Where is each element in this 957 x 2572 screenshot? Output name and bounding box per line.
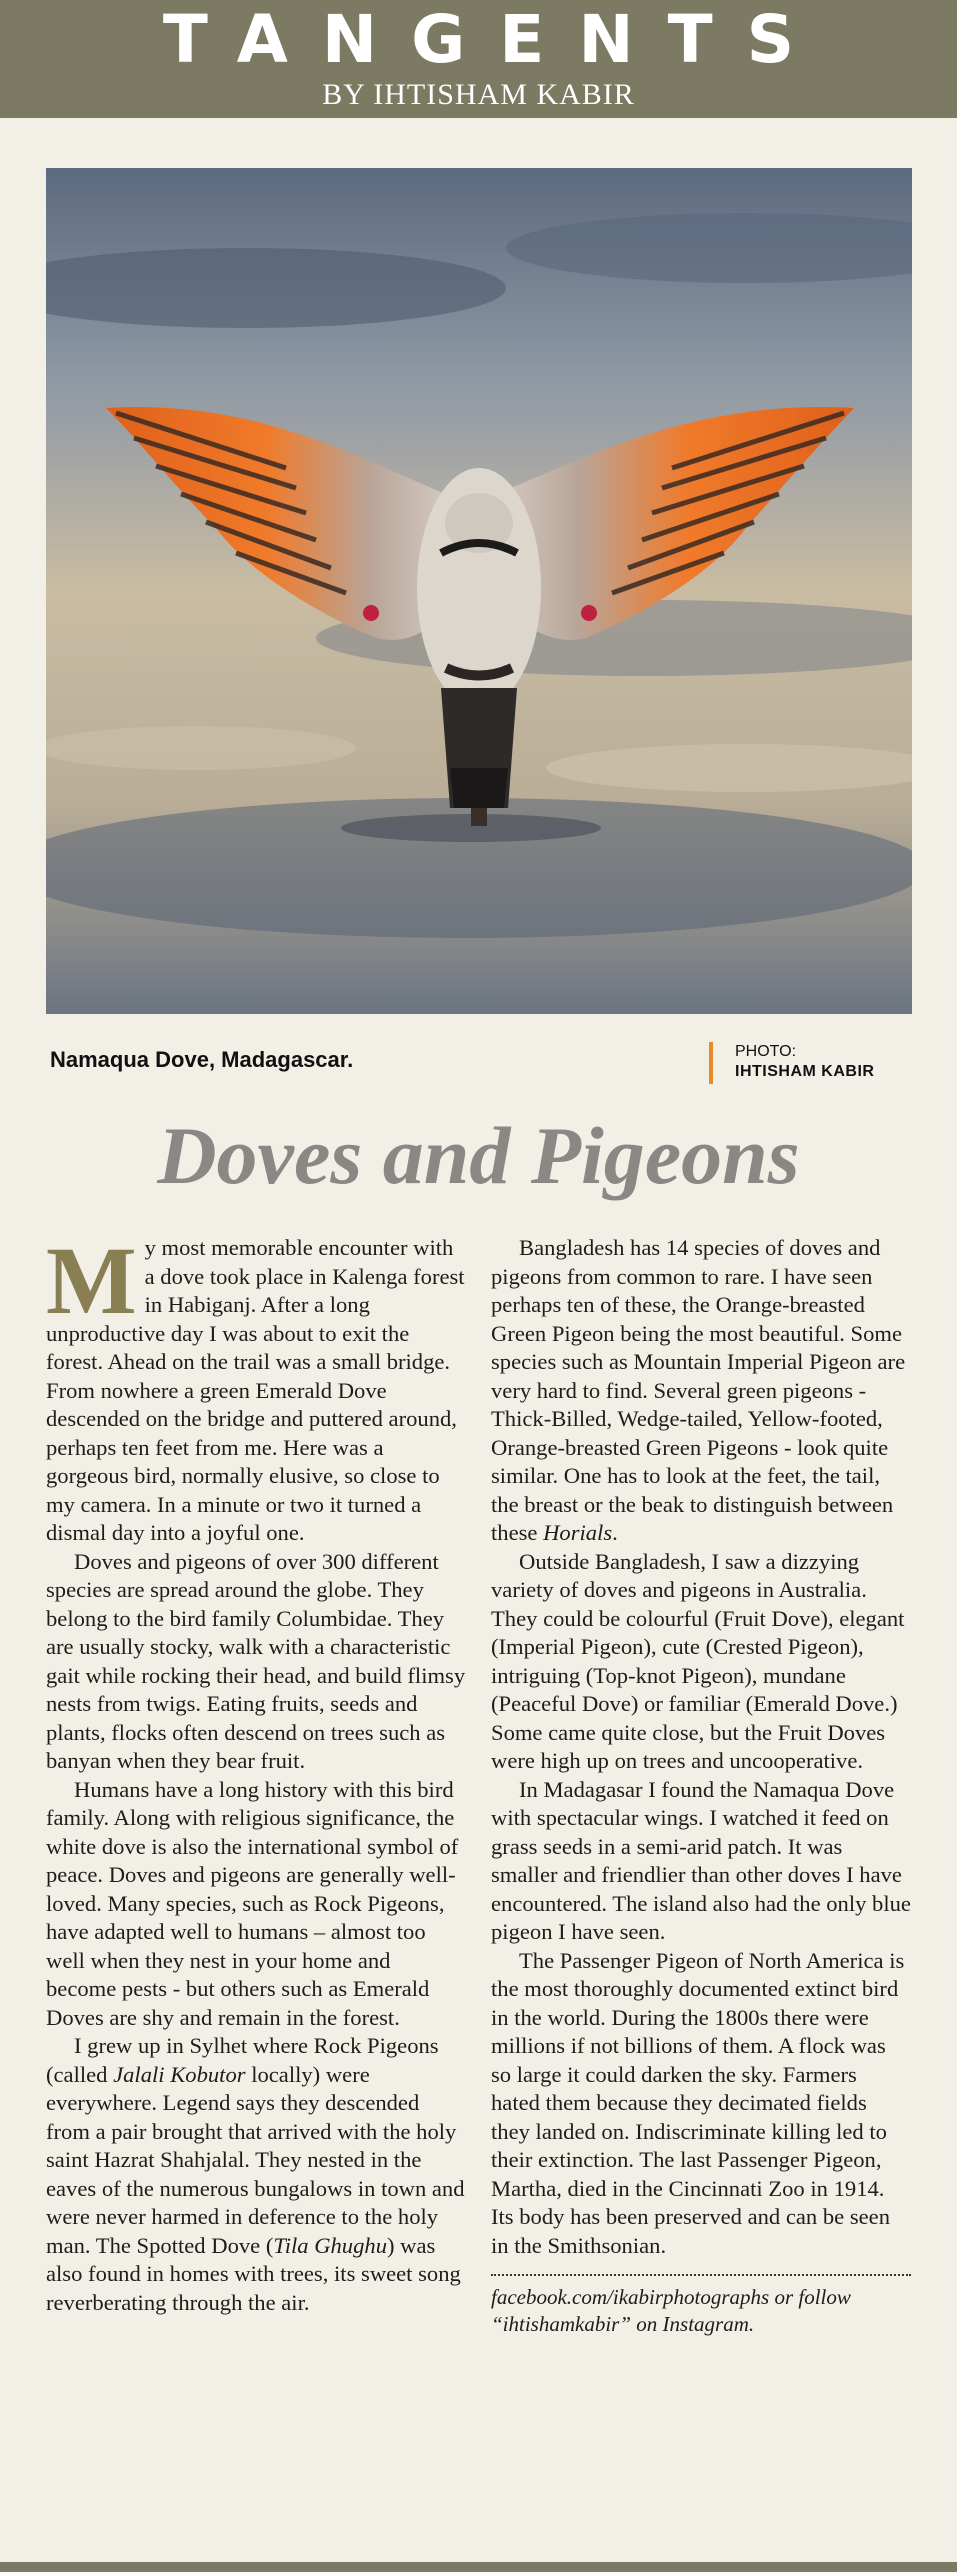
paragraph-text: I grew up in Sylhet where Rock Pigeons (called: [46, 2033, 439, 2087]
article-column-left: [46, 1227, 466, 2317]
paragraph-italic: Tila Ghughu: [273, 2232, 387, 2258]
article-paragraph: [46, 2032, 466, 2317]
article-paragraph: The Passenger Pigeon of North America is the most thoroughly documented extinct bird in the world. During the 1800s there were millions if not billions of them. A flock was so large it could darken the sky. Farmers hated them because they decimated fields they landed on. Indiscriminate killing led to their extinction. The last Passenger Pigeon, Martha, died in the Cincinnati Zoo in 1914. Its body has been preserved and can be seen in the Smithsonian.: [491, 1947, 905, 2258]
paragraph-text: locally) were everywhere. Legend says they descended from a pair brought that arrived with the holy saint Hazrat Shahjalal. They nested in the eaves of the numerous bungalows in town and were never harmed in deference to the holy man. The Spotted Dove (: [46, 2061, 465, 2258]
paragraph-text: ) was also found in homes with trees, its sweet song reverberating through the air.: [46, 2232, 461, 2315]
article-headline: Doves and Pigeons: [157, 1110, 800, 1201]
paragraph-text: .: [612, 1520, 618, 1545]
article-paragraph: Outside Bangladesh, I saw a dizzying variety of doves and pigeons in Australia. They could be colourful (Fruit Dove), elegant (Imperial Pigeon), cute (Crested Pigeon), intriguing (Top-knot Pigeon), mundane (Peaceful Dove) or familiar (Emerald Dove.) Some came quite close, but the Fruit Doves were high up on trees and uncooperative.: [491, 1548, 905, 1773]
dropcap: M: [46, 1227, 137, 1334]
article-paragraph: Humans have a long history with this bird family. Along with religious significance, the white dove is also the international symbol of peace. Doves and pigeons are generally well-loved. Many species, such as Rock Pigeons, have adapted well to humans – almost too well when they nest in your home and become pests - but others such as Emerald Doves are shy and remain in the forest.: [46, 1776, 459, 2030]
article-paragraph: [491, 1234, 911, 1548]
paragraph-text: y most memorable encounter with a dove took place in Kalenga forest in Habiganj. After a long unproductive day I was about to exit the forest. Ahead on the trail was a small bridge. From nowhere a green Emerald Dove descended on the bridge and puttered around, perhaps ten feet from me. Here was a gorgeous bird, normally elusive, so close to my camera. In a minute or two it turned a dismal day into a joyful one.: [46, 1235, 465, 1545]
photo-credit-name: IHTISHAM KABIR: [735, 1063, 875, 1080]
paragraph-italic: Horials: [543, 1520, 613, 1545]
article-column-right: [491, 1234, 911, 2338]
social-follow-note: facebook.com/ikabirphotographs or follow “ihtishamkabir” on Instagram.: [491, 2285, 851, 2336]
article-paragraph: Doves and pigeons of over 300 different species are spread around the globe. They belong to the bird family Columbidae. They are usually stocky, walk with a characteristic gait while rocking their head, and build flimsy nests from twigs. Eating fruits, seeds and plants, flocks often descend on trees such as banyan when they bear fruit.: [46, 1548, 466, 1773]
article-paragraph: [46, 1227, 466, 1548]
article-paragraph: In Madagasar I found the Namaqua Dove with spectacular wings. I watched it feed on grass seeds in a semi-arid patch. It was smaller and friendlier than other doves I have encountered. The island also had the only blue pigeon I have seen.: [491, 1776, 911, 1944]
dotted-divider: [491, 2264, 911, 2276]
bottom-bar: [0, 2562, 957, 2572]
photo-credit-label: PHOTO:: [735, 1043, 797, 1060]
photo-credit: [709, 1042, 874, 1084]
dove-photo: [46, 168, 912, 1014]
masthead-byline: BY IHTISHAM KABIR: [322, 78, 635, 111]
photo-caption: Namaqua Dove, Madagascar.: [50, 1047, 354, 1072]
paragraph-text: Bangladesh has 14 species of doves and pigeons from common to rare. I have seen perhaps ten of these, the Orange-breasted Green Pigeon being the most beautiful. Some species such as Mountain Imperial Pigeon are very hard to find. Several green pigeons - Thick-Billed, Wedge-tailed, Yellow-footed, Orange-breasted Green Pigeons - look quite similar. One has to look at the feet, the tail, the breast or the beak to distinguish between these: [491, 1235, 906, 1545]
masthead-title: TANGENTS: [162, 1, 829, 78]
paragraph-italic: Jalali Kobutor: [113, 2061, 246, 2087]
masthead: [0, 0, 957, 118]
